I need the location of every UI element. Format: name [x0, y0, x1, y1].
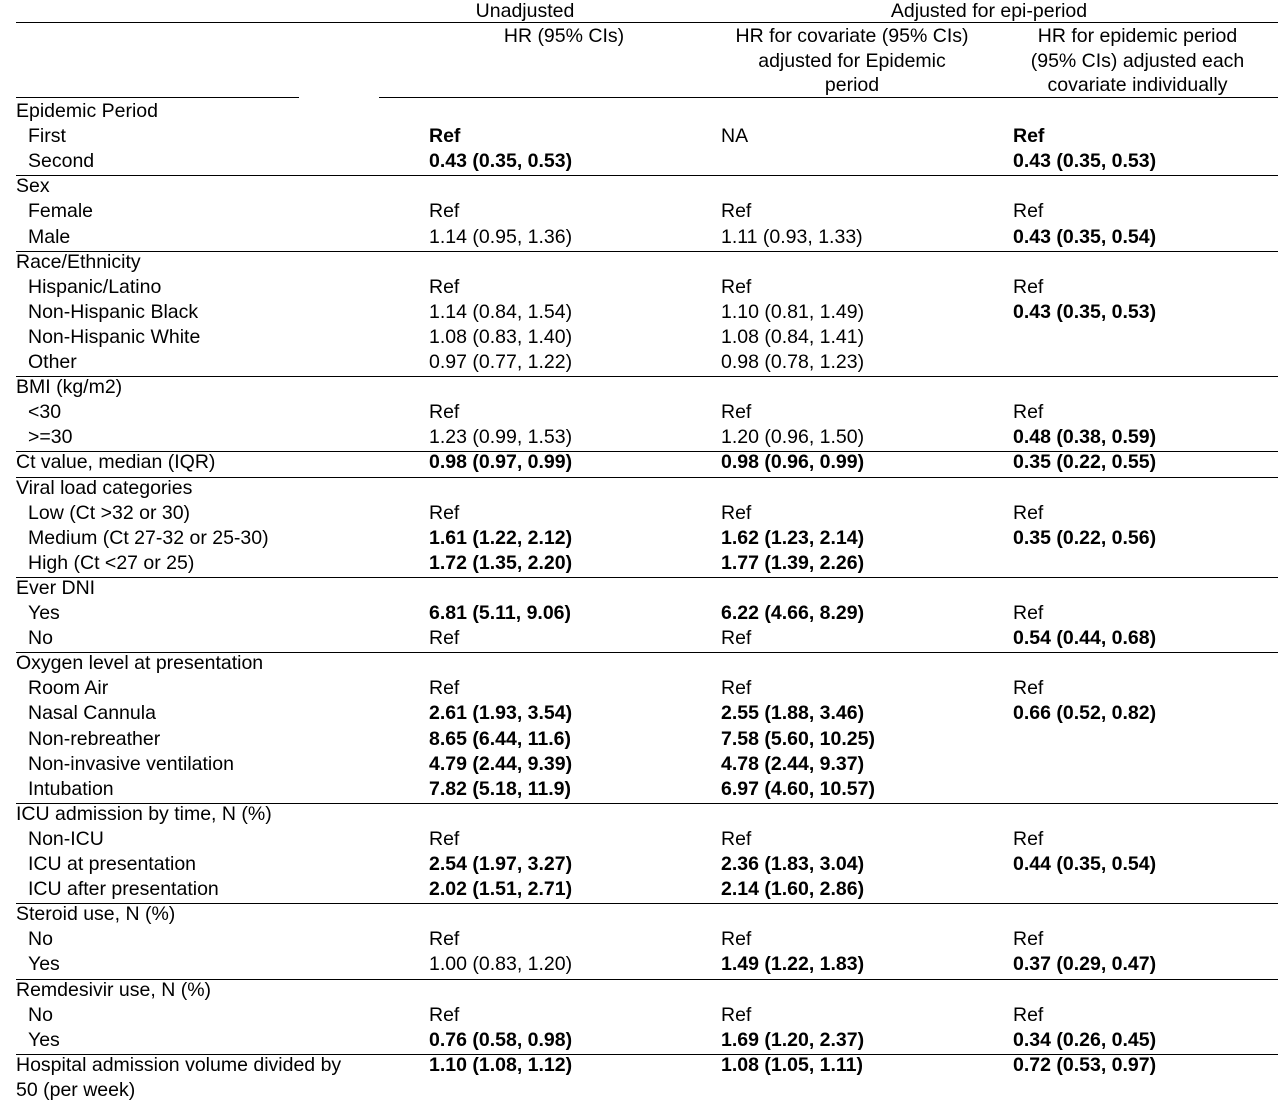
section-viral-load-categories-title: Viral load categories	[16, 476, 193, 499]
section-race-ethnicity-row-non-hispanic-black-covariate-hr: 1.10 (0.81, 1.49)	[721, 300, 865, 323]
section-sex-row-male-covariate-hr: 1.11 (0.93, 1.33)	[721, 225, 863, 248]
section-bmi-kg-m2-row-30-label: >=30	[28, 426, 73, 449]
section-viral-load-categories-row-low-ct-32-or-30-covariate-hr: Ref	[721, 501, 752, 524]
section-race-ethnicity-row-non-hispanic-black-label: Non-Hispanic Black	[28, 300, 199, 323]
section-viral-load-categories-row-medium-ct-27-32-or-25-30-label: Medium (Ct 27-32 or 25-30)	[28, 526, 269, 549]
section-viral-load-categories-row-medium-ct-27-32-or-25-30-covariate-hr: 1.62 (1.23, 2.14)	[721, 526, 865, 549]
section-remdesivir-use-n-row-no-covariate-hr: Ref	[721, 1003, 752, 1026]
section-bmi-kg-m2-row-30-unadjusted-hr: 1.23 (0.99, 1.53)	[429, 426, 573, 449]
section-race-ethnicity-row-hispanic-latino-covariate-hr: Ref	[721, 275, 752, 298]
section-steroid-use-n-row-no-covariate-hr: Ref	[721, 928, 752, 951]
section-epidemic-period-row-second-unadjusted-hr: 0.43 (0.35, 0.53)	[429, 150, 573, 173]
section-steroid-use-n-row-yes-unadjusted-hr: 1.00 (0.83, 1.20)	[429, 953, 573, 976]
section-race-ethnicity-row-non-hispanic-white-covariate-hr: 1.08 (0.84, 1.41)	[721, 325, 865, 348]
section-divider	[16, 477, 1278, 478]
section-icu-admission-by-time-n-row-non-icu-unadjusted-hr: Ref	[429, 827, 460, 850]
section-ever-dni-row-no-covariate-hr: Ref	[721, 627, 752, 650]
section-icu-admission-by-time-n-row-non-icu-epidemic-hr: Ref	[1013, 827, 1044, 850]
section-viral-load-categories-row-high-ct-27-or-25-label: High (Ct <27 or 25)	[28, 551, 195, 574]
section-steroid-use-n-row-yes-epidemic-hr: 0.37 (0.29, 0.47)	[1013, 953, 1157, 976]
section-bmi-kg-m2-title: BMI (kg/m2)	[16, 376, 123, 399]
section-ever-dni-row-yes-epidemic-hr: Ref	[1013, 602, 1044, 624]
section-sex-row-male-unadjusted-hr: 1.14 (0.95, 1.36)	[429, 225, 573, 248]
section-icu-admission-by-time-n-title: ICU admission by time, N (%)	[16, 802, 272, 825]
section-sex-row-male-epidemic-hr: 0.43 (0.35, 0.54)	[1013, 225, 1157, 248]
section-race-ethnicity-row-other-unadjusted-hr: 0.97 (0.77, 1.22)	[429, 351, 573, 373]
column-header-unadjusted-hr: HR (95% CIs)	[503, 25, 625, 47]
section-icu-admission-by-time-n-row-icu-at-presentation-epidemic-hr: 0.44 (0.35, 0.54)	[1013, 853, 1157, 875]
section-epidemic-period-row-first-label: First	[28, 125, 66, 148]
section-hospital-admission-volume-divided-by-title: Hospital admission volume divided by	[16, 1053, 342, 1076]
section-sex-row-female-covariate-hr: Ref	[721, 200, 752, 223]
section-divider	[16, 1054, 1278, 1055]
section-remdesivir-use-n-row-yes-label: Yes	[28, 1028, 60, 1051]
section-oxygen-level-at-presentation-row-non-invasive-ventilation-unadjusted-hr: 4.79 (2.44, 9.39)	[429, 752, 573, 775]
section-hospital-admission-volume-divided-by-epidemic-hr: 0.72 (0.53, 0.97)	[1013, 1053, 1157, 1076]
column-header-covariate-hr-line2: adjusted for Epidemic	[758, 49, 946, 72]
section-bmi-kg-m2-row-30-epidemic-hr: 0.48 (0.38, 0.59)	[1013, 426, 1157, 449]
section-icu-admission-by-time-n-row-icu-after-presentation-covariate-hr: 2.14 (1.60, 2.86)	[721, 878, 865, 901]
header-bottom-rule-left	[16, 97, 299, 98]
section-race-ethnicity-row-non-hispanic-black-unadjusted-hr: 1.14 (0.84, 1.54)	[429, 300, 573, 323]
section-ct-value-median-iqr-title: Ct value, median (IQR)	[16, 451, 216, 474]
section-race-ethnicity-row-hispanic-latino-unadjusted-hr: Ref	[429, 275, 460, 298]
section-sex-row-female-unadjusted-hr: Ref	[429, 200, 460, 223]
section-oxygen-level-at-presentation-row-nasal-cannula-covariate-hr: 2.55 (1.88, 3.46)	[721, 702, 865, 725]
section-icu-admission-by-time-n-row-non-icu-covariate-hr: Ref	[721, 827, 752, 850]
section-steroid-use-n-row-yes-covariate-hr: 1.49 (1.22, 1.83)	[721, 953, 865, 976]
section-oxygen-level-at-presentation-row-non-invasive-ventilation-covariate-hr: 4.78 (2.44, 9.37)	[721, 752, 865, 775]
section-bmi-kg-m2-row-30-covariate-hr: Ref	[721, 401, 752, 424]
section-oxygen-level-at-presentation-row-intubation-unadjusted-hr: 7.82 (5.18, 11.9)	[429, 777, 572, 800]
section-ever-dni-title: Ever DNI	[16, 576, 96, 599]
section-icu-admission-by-time-n-row-icu-at-presentation-label: ICU at presentation	[28, 853, 197, 875]
section-icu-admission-by-time-n-row-icu-at-presentation-unadjusted-hr: 2.54 (1.97, 3.27)	[429, 853, 573, 875]
section-oxygen-level-at-presentation-row-nasal-cannula-epidemic-hr: 0.66 (0.52, 0.82)	[1013, 702, 1157, 725]
section-race-ethnicity-row-hispanic-latino-epidemic-hr: Ref	[1013, 275, 1044, 298]
section-hospital-admission-volume-divided-by-title-line2: 50 (per week)	[16, 1078, 136, 1101]
section-steroid-use-n-row-no-unadjusted-hr: Ref	[429, 928, 460, 951]
section-ever-dni-row-no-unadjusted-hr: Ref	[429, 627, 460, 650]
section-viral-load-categories-row-low-ct-32-or-30-epidemic-hr: Ref	[1013, 501, 1044, 524]
column-header-epidemic-hr-line3: covariate individually	[1047, 74, 1228, 96]
section-race-ethnicity-title: Race/Ethnicity	[16, 250, 141, 273]
section-oxygen-level-at-presentation-row-nasal-cannula-unadjusted-hr: 2.61 (1.93, 3.54)	[429, 702, 573, 725]
section-oxygen-level-at-presentation-row-intubation-label: Intubation	[28, 777, 114, 800]
section-epidemic-period-row-first-covariate-hr: NA	[721, 125, 749, 148]
section-sex-row-female-label: Female	[28, 200, 94, 223]
section-icu-admission-by-time-n-row-icu-at-presentation-covariate-hr: 2.36 (1.83, 3.04)	[721, 853, 865, 875]
section-bmi-kg-m2-row-30-label: <30	[28, 401, 62, 424]
section-remdesivir-use-n-row-no-label: No	[28, 1003, 53, 1026]
section-oxygen-level-at-presentation-row-intubation-covariate-hr: 6.97 (4.60, 10.57)	[721, 777, 875, 800]
section-epidemic-period-row-second-epidemic-hr: 0.43 (0.35, 0.53)	[1013, 150, 1157, 173]
section-bmi-kg-m2-row-30-epidemic-hr: Ref	[1013, 401, 1044, 424]
section-race-ethnicity-row-other-label: Other	[28, 351, 77, 373]
section-icu-admission-by-time-n-row-non-icu-label: Non-ICU	[28, 827, 104, 850]
column-header-covariate-hr	[712, 24, 992, 98]
section-divider	[16, 376, 1278, 377]
section-remdesivir-use-n-title: Remdesivir use, N (%)	[16, 978, 212, 1001]
section-epidemic-period-row-first-unadjusted-hr: Ref	[429, 125, 461, 148]
section-race-ethnicity-row-hispanic-latino-label: Hispanic/Latino	[28, 275, 162, 298]
column-header-epidemic-hr-line1: HR for epidemic period	[1037, 25, 1238, 47]
section-divider	[16, 175, 1278, 176]
section-remdesivir-use-n-row-yes-epidemic-hr: 0.34 (0.26, 0.45)	[1013, 1028, 1157, 1051]
section-steroid-use-n-title: Steroid use, N (%)	[16, 903, 176, 926]
section-divider	[16, 652, 1278, 653]
column-header-epidemic-hr-line2: (95% CIs) adjusted each	[1030, 49, 1245, 72]
section-icu-admission-by-time-n-row-icu-after-presentation-label: ICU after presentation	[28, 878, 219, 901]
section-epidemic-period-row-second-label: Second	[28, 150, 95, 173]
section-ct-value-median-iqr-epidemic-hr: 0.35 (0.22, 0.55)	[1013, 451, 1157, 474]
section-oxygen-level-at-presentation-row-non-rebreather-unadjusted-hr: 8.65 (6.44, 11.6)	[429, 727, 572, 750]
section-oxygen-level-at-presentation-row-nasal-cannula-label: Nasal Cannula	[28, 702, 156, 725]
section-race-ethnicity-row-non-hispanic-black-epidemic-hr: 0.43 (0.35, 0.53)	[1013, 300, 1157, 323]
section-viral-load-categories-row-medium-ct-27-32-or-25-30-epidemic-hr: 0.35 (0.22, 0.56)	[1013, 526, 1157, 549]
section-steroid-use-n-row-no-epidemic-hr: Ref	[1013, 928, 1044, 951]
section-divider	[16, 251, 1278, 252]
section-remdesivir-use-n-row-no-unadjusted-hr: Ref	[429, 1003, 460, 1026]
column-header-covariate-hr-line1: HR for covariate (95% CIs)	[735, 25, 969, 47]
section-divider	[16, 903, 1278, 904]
section-ct-value-median-iqr-unadjusted-hr: 0.98 (0.97, 0.99)	[429, 451, 573, 474]
section-sex-row-male-label: Male	[28, 225, 71, 248]
section-divider	[16, 979, 1278, 980]
section-oxygen-level-at-presentation-row-non-rebreather-covariate-hr: 7.58 (5.60, 10.25)	[721, 727, 875, 750]
section-steroid-use-n-row-no-label: No	[28, 928, 53, 951]
section-hospital-admission-volume-divided-by-covariate-hr: 1.08 (1.05, 1.11)	[721, 1053, 864, 1076]
section-ever-dni-row-yes-unadjusted-hr: 6.81 (5.11, 9.06)	[429, 602, 572, 624]
section-ever-dni-row-no-epidemic-hr: 0.54 (0.44, 0.68)	[1013, 627, 1157, 650]
column-header-covariate-hr-line3: period	[824, 74, 880, 96]
section-oxygen-level-at-presentation-row-room-air-unadjusted-hr: Ref	[429, 677, 460, 700]
section-oxygen-level-at-presentation-row-room-air-covariate-hr: Ref	[721, 677, 752, 700]
section-divider	[16, 577, 1278, 578]
section-epidemic-period-title: Epidemic Period	[16, 100, 158, 122]
section-race-ethnicity-row-non-hispanic-white-unadjusted-hr: 1.08 (0.83, 1.40)	[429, 325, 573, 348]
section-sex-title: Sex	[16, 175, 50, 198]
column-header-epidemic-hr	[1000, 24, 1275, 98]
section-viral-load-categories-row-high-ct-27-or-25-unadjusted-hr: 1.72 (1.35, 2.20)	[429, 551, 573, 574]
section-viral-load-categories-row-low-ct-32-or-30-unadjusted-hr: Ref	[429, 501, 460, 524]
section-ct-value-median-iqr-covariate-hr: 0.98 (0.96, 0.99)	[721, 451, 865, 474]
section-divider	[16, 451, 1278, 452]
section-race-ethnicity-row-other-covariate-hr: 0.98 (0.78, 1.23)	[721, 351, 865, 373]
section-hospital-admission-volume-divided-by-unadjusted-hr: 1.10 (1.08, 1.12)	[429, 1053, 573, 1076]
section-viral-load-categories-row-low-ct-32-or-30-label: Low (Ct >32 or 30)	[28, 501, 191, 524]
section-bmi-kg-m2-row-30-covariate-hr: 1.20 (0.96, 1.50)	[721, 426, 865, 449]
section-remdesivir-use-n-row-yes-covariate-hr: 1.69 (1.20, 2.37)	[721, 1028, 865, 1051]
section-icu-admission-by-time-n-row-icu-after-presentation-unadjusted-hr: 2.02 (1.51, 2.71)	[429, 878, 573, 901]
section-oxygen-level-at-presentation-row-non-invasive-ventilation-label: Non-invasive ventilation	[28, 752, 234, 775]
section-ever-dni-row-yes-covariate-hr: 6.22 (4.66, 8.29)	[721, 602, 865, 624]
section-sex-row-female-epidemic-hr: Ref	[1013, 200, 1044, 223]
section-epidemic-period-row-first-epidemic-hr: Ref	[1013, 125, 1045, 148]
section-oxygen-level-at-presentation-row-non-rebreather-label: Non-rebreather	[28, 727, 161, 750]
section-remdesivir-use-n-row-yes-unadjusted-hr: 0.76 (0.58, 0.98)	[429, 1028, 573, 1051]
section-divider	[16, 803, 1278, 804]
section-viral-load-categories-row-high-ct-27-or-25-covariate-hr: 1.77 (1.39, 2.26)	[721, 551, 865, 574]
section-viral-load-categories-row-medium-ct-27-32-or-25-30-unadjusted-hr: 1.61 (1.22, 2.12)	[429, 526, 573, 549]
group-header-adjusted: Adjusted for epi-period	[890, 0, 1088, 22]
section-steroid-use-n-row-yes-label: Yes	[28, 953, 60, 976]
section-oxygen-level-at-presentation-row-room-air-epidemic-hr: Ref	[1013, 677, 1044, 700]
section-oxygen-level-at-presentation-title: Oxygen level at presentation	[16, 652, 264, 675]
section-bmi-kg-m2-row-30-unadjusted-hr: Ref	[429, 401, 460, 424]
section-remdesivir-use-n-row-no-epidemic-hr: Ref	[1013, 1003, 1044, 1026]
section-ever-dni-row-yes-label: Yes	[28, 602, 60, 624]
section-race-ethnicity-row-non-hispanic-white-label: Non-Hispanic White	[28, 325, 201, 348]
section-ever-dni-row-no-label: No	[28, 627, 53, 650]
group-header-unadjusted: Unadjusted	[475, 0, 575, 22]
section-oxygen-level-at-presentation-row-room-air-label: Room Air	[28, 677, 109, 700]
